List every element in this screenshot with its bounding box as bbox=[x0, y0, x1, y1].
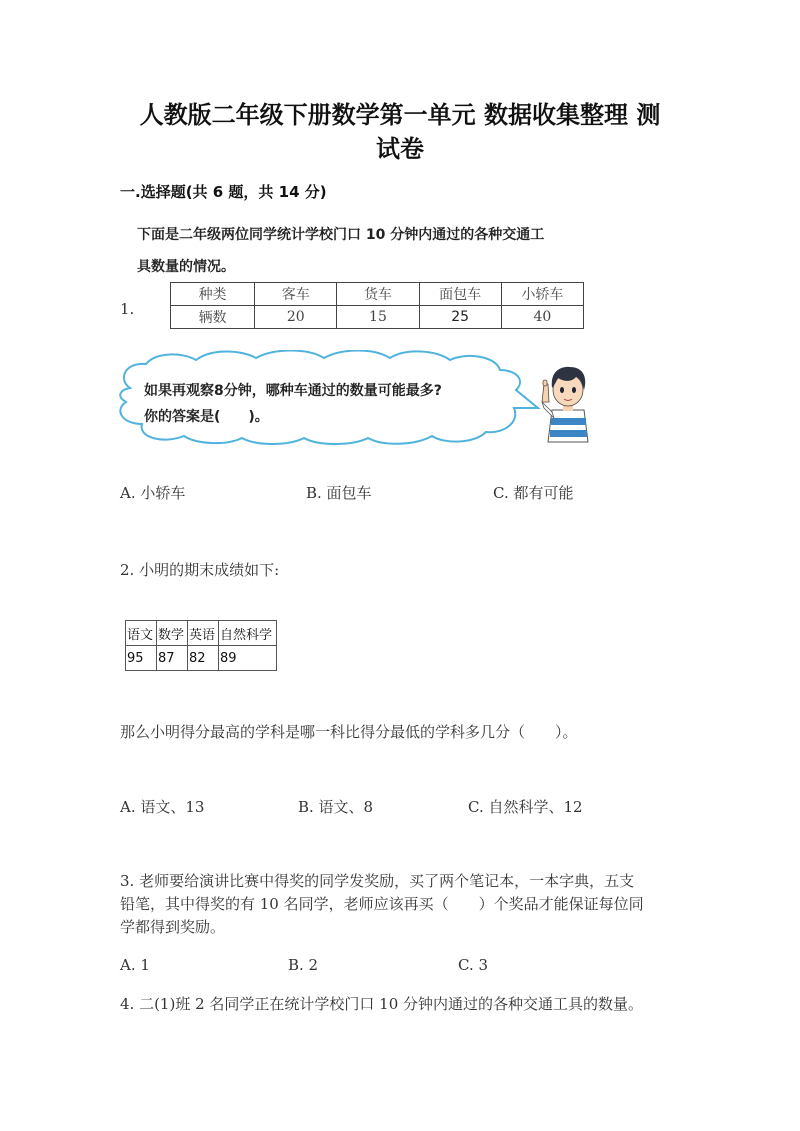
bubble-line-2: 你的答案是( )。 bbox=[144, 409, 269, 425]
bubble-line-1: 如果再观察8分钟，哪种车通过的数量可能最多? bbox=[144, 383, 442, 399]
table-cell: 20 bbox=[255, 306, 337, 329]
title-line-2: 试卷 bbox=[376, 135, 424, 163]
section-heading: 一.选择题(共 6 题，共 14 分) bbox=[120, 183, 327, 201]
q2-question: 那么小明得分最高的学科是哪一科比得分最低的学科多几分（ ）。 bbox=[120, 723, 578, 741]
table-cell: 87 bbox=[157, 646, 188, 671]
table-cell: 数学 bbox=[157, 621, 188, 646]
title-line-1: 人教版二年级下册数学第一单元 数据收集整理 测 bbox=[139, 101, 661, 129]
q3-option-c: C. 3 bbox=[458, 956, 489, 974]
table-cell: 面包车 bbox=[419, 283, 501, 306]
boy-illustration bbox=[536, 362, 600, 444]
table-cell: 辆数 bbox=[171, 306, 255, 329]
table-cell: 40 bbox=[501, 306, 583, 329]
table-cell: 种类 bbox=[171, 283, 255, 306]
table-header-row bbox=[126, 621, 277, 646]
page-title bbox=[0, 98, 800, 166]
table-cell: 95 bbox=[126, 646, 157, 671]
table-cell: 自然科学 bbox=[219, 621, 277, 646]
q2-option-c: C. 自然科学、12 bbox=[468, 798, 583, 816]
q4-stem: 4. 二(1)班 2 名同学正在统计学校门口 10 分钟内通过的各种交通工具的数量。 bbox=[120, 995, 644, 1013]
q3-line-3: 学都得到奖励。 bbox=[120, 918, 226, 936]
q2-score-table bbox=[125, 620, 277, 671]
q1-option-a: A. 小轿车 bbox=[120, 484, 186, 502]
table-cell: 货车 bbox=[337, 283, 419, 306]
q3-option-b: B. 2 bbox=[288, 956, 319, 974]
table-cell: 英语 bbox=[188, 621, 219, 646]
table-cell: 客车 bbox=[255, 283, 337, 306]
q2-option-b: B. 语文、8 bbox=[298, 798, 374, 816]
table-cell: 82 bbox=[188, 646, 219, 671]
table-cell: 89 bbox=[219, 646, 277, 671]
q3-option-a: A. 1 bbox=[120, 956, 150, 974]
q1-intro-line-2: 具数量的情况。 bbox=[137, 259, 235, 275]
q3-line-2: 铅笔，其中得奖的有 10 名同学，老师应该再买（ ）个奖品才能保证每位同 bbox=[120, 895, 644, 913]
table-cell: 25 bbox=[419, 306, 501, 329]
table-cell: 语文 bbox=[126, 621, 157, 646]
q1-vehicle-table bbox=[170, 282, 584, 329]
table-cell: 15 bbox=[337, 306, 419, 329]
table-row bbox=[126, 646, 277, 671]
q1-intro-line-1: 下面是二年级两位同学统计学校门口 10 分钟内通过的各种交通工 bbox=[137, 227, 545, 243]
q2-option-a: A. 语文、13 bbox=[120, 798, 205, 816]
q2-stem: 2. 小明的期末成绩如下: bbox=[120, 561, 280, 579]
q3-line-1: 3. 老师要给演讲比赛中得奖的同学发奖励，买了两个笔记本，一本字典，五支 bbox=[120, 872, 635, 890]
table-cell: 小轿车 bbox=[501, 283, 583, 306]
q1-option-c: C. 都有可能 bbox=[493, 484, 574, 502]
table-row bbox=[171, 306, 584, 329]
q1-number: 1. bbox=[120, 300, 135, 318]
q1-option-b: B. 面包车 bbox=[306, 484, 372, 502]
table-header-row bbox=[171, 283, 584, 306]
